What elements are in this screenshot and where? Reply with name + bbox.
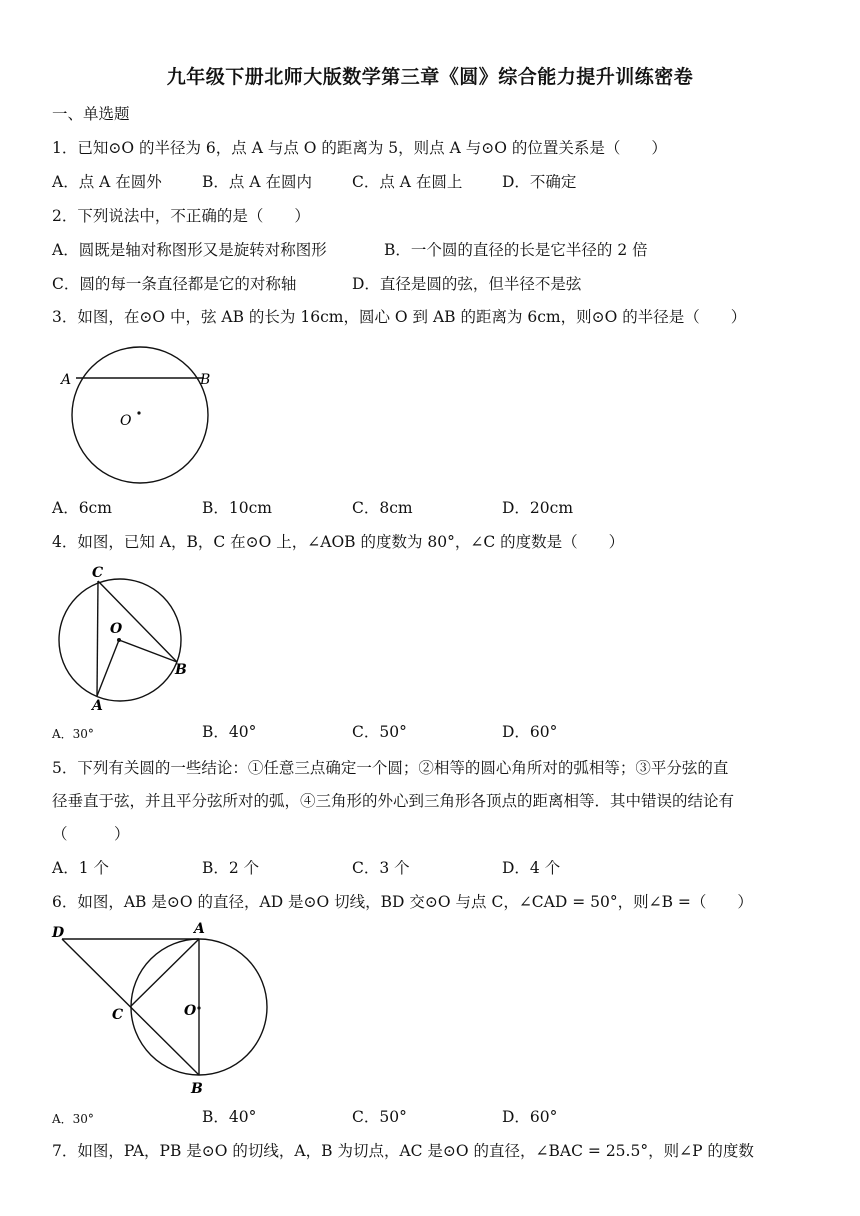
question-5-option-c: C．3 个 bbox=[352, 859, 410, 877]
question-1-option-a: A．点 A 在圆外 bbox=[52, 173, 162, 191]
question-2-option-d: D．直径是圆的弦，但半径不是弦 bbox=[352, 275, 582, 293]
question-1-option-c: C．点 A 在圆上 bbox=[352, 173, 463, 191]
question-3-option-d: D．20cm bbox=[502, 499, 574, 517]
chord-ca bbox=[97, 581, 98, 696]
question-4-option-d: D．60° bbox=[502, 723, 558, 741]
label-b: B bbox=[200, 372, 211, 388]
question-4-option-a: A．30° bbox=[52, 727, 94, 741]
question-3-option-b: B．10cm bbox=[202, 499, 272, 517]
question-6-option-d: D．60° bbox=[502, 1108, 558, 1126]
question-5-stem-line-1: 5．下列有关圆的一些结论：①任意三点确定一个圆；②相等的圆心角所对的弧相等；③平分弦的直 bbox=[52, 759, 729, 777]
question-4-stem: 4．如图，已知 A，B，C 在⊙O 上，∠AOB 的度数为 80°，∠C 的度数是（ ） bbox=[52, 533, 625, 551]
center-point bbox=[117, 638, 121, 642]
label-a: A bbox=[194, 921, 205, 937]
question-5-option-b: B．2 个 bbox=[202, 859, 260, 877]
label-a: A bbox=[61, 372, 72, 388]
label-o: O bbox=[184, 1003, 197, 1019]
question-6-option-c: C．50° bbox=[352, 1108, 407, 1126]
question-2-option-a: A．圆既是轴对称图形又是旋转对称图形 bbox=[52, 241, 327, 259]
radius-oa bbox=[97, 640, 119, 696]
label-c: C bbox=[112, 1007, 124, 1023]
label-b: B bbox=[191, 1081, 203, 1097]
question-6-option-a: A．30° bbox=[52, 1112, 94, 1126]
question-6-stem: 6．如图，AB 是⊙O 的直径，AD 是⊙O 切线，BD 交⊙O 与点 C，∠CAD = 50°，则∠B =（ ） bbox=[52, 893, 753, 911]
question-1-option-d: D．不确定 bbox=[502, 173, 577, 191]
question-2-stem: 2．下列说法中，不正确的是（ ） bbox=[52, 207, 310, 225]
question-1-stem: 1．已知⊙O 的半径为 6，点 A 与点 O 的距离为 5，则点 A 与⊙O 的位置关系是（ ） bbox=[52, 139, 667, 157]
question-6-figure bbox=[48, 918, 278, 1100]
label-o: O bbox=[110, 621, 123, 637]
label-a: A bbox=[92, 698, 103, 712]
question-1-option-b: B．点 A 在圆内 bbox=[202, 173, 312, 191]
circle-o bbox=[72, 347, 211, 483]
label-d: D bbox=[52, 925, 65, 941]
question-5-stem-line-2: 径垂直于弦，并且平分弦所对的弧，④三角形的外心到三角形各顶点的距离相等．其中错误的结论有 bbox=[52, 792, 735, 810]
question-2-option-c: C．圆的每一条直径都是它的对称轴 bbox=[52, 275, 297, 293]
question-4-option-b: B．40° bbox=[202, 723, 257, 741]
center-point bbox=[137, 411, 140, 414]
radius-ob bbox=[119, 640, 177, 662]
label-b: B bbox=[175, 662, 187, 678]
question-5-option-d: D．4 个 bbox=[502, 859, 561, 877]
question-4-option-c: C．50° bbox=[352, 723, 407, 741]
question-3-figure bbox=[55, 338, 225, 488]
question-2-option-b: B．一个圆的直径的长是它半径的 2 倍 bbox=[384, 241, 648, 259]
question-3-option-a: A．6cm bbox=[52, 499, 112, 517]
question-5-stem-line-3: （ ） bbox=[52, 825, 130, 843]
question-3-stem: 3．如图，在⊙O 中，弦 AB 的长为 16cm，圆心 O 到 AB 的距离为 6cm，则⊙O 的半径是（ ） bbox=[52, 308, 747, 326]
question-4-figure bbox=[50, 562, 200, 712]
question-6-option-b: B．40° bbox=[202, 1108, 257, 1126]
question-3-option-c: C．8cm bbox=[352, 499, 413, 517]
question-5-option-a: A．1 个 bbox=[52, 859, 109, 877]
label-c: C bbox=[92, 565, 104, 581]
page-title: 九年级下册北师大版数学第三章《圆》综合能力提升训练密卷 bbox=[166, 66, 694, 88]
section-heading: 一、单选题 bbox=[52, 105, 130, 123]
label-o: O bbox=[120, 413, 132, 429]
center-point bbox=[197, 1006, 200, 1009]
question-7-stem: 7．如图，PA，PB 是⊙O 的切线，A，B 为切点，AC 是⊙O 的直径，∠BAC = 25.5°，则∠P 的度数 bbox=[52, 1142, 754, 1160]
